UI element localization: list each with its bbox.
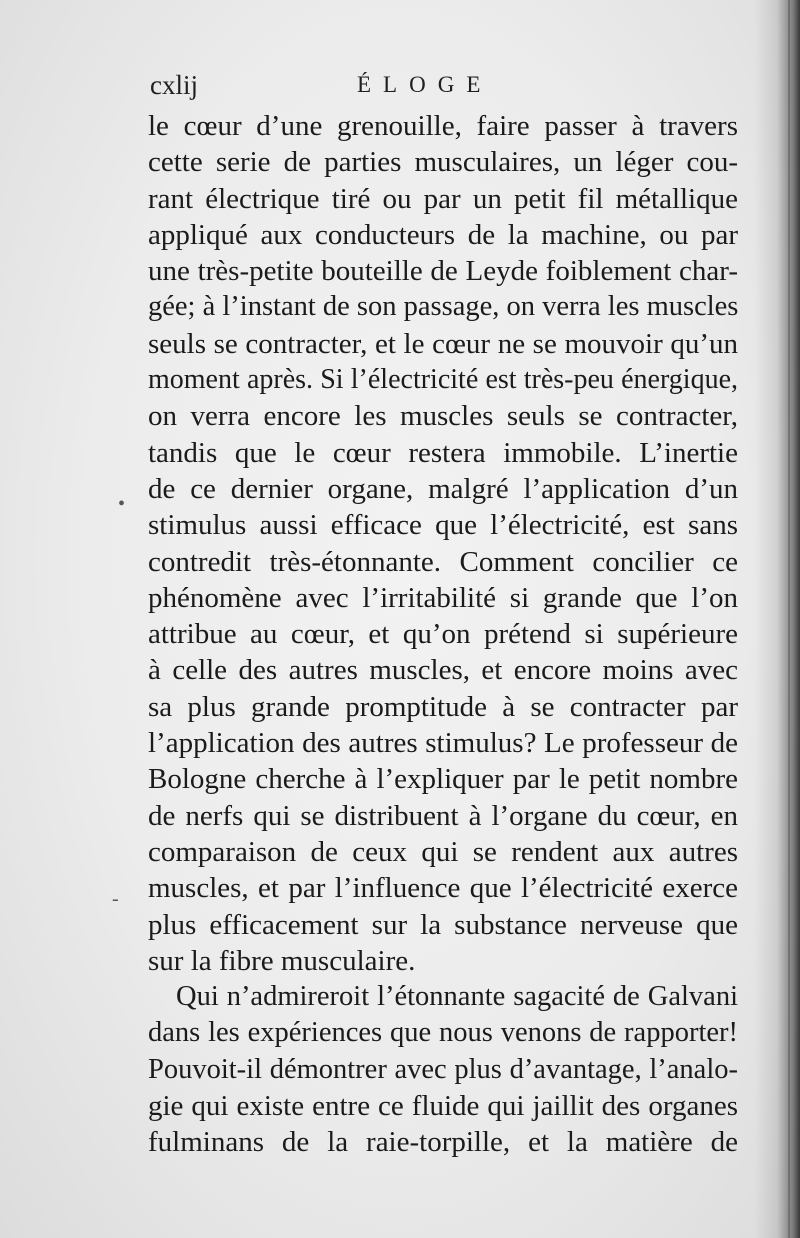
page-edge	[788, 0, 790, 1238]
page-header	[150, 70, 735, 110]
text-line: seuls se contracter, et le cœur ne se mouvoir qu’un	[148, 327, 738, 360]
text-line: de ce dernier organe, malgré l’application d’un	[148, 472, 738, 505]
text-line: stimulus aussi efficace que l’électricité, est sans	[148, 509, 738, 542]
text-line: de nerfs qui se distribuent à l’organe du cœur, en	[148, 799, 738, 832]
text-line: fulminans de la raie-torpille, et la matière de	[148, 1126, 738, 1159]
text-line: comparaison de ceux qui se rendent aux autres	[148, 835, 738, 868]
text-line: Bologne cherche à l’expliquer par le petit nombre	[148, 763, 738, 796]
text-line: on verra encore les muscles seuls se contracter,	[148, 400, 738, 433]
text-line: sa plus grande promptitude à se contracter par	[148, 690, 738, 723]
text-line: appliqué aux conducteurs de la machine, ou par	[148, 218, 738, 251]
text-line: plus efficacement sur la substance nerveuse que	[148, 908, 738, 941]
text-line: l’application des autres stimulus? Le professeur de	[148, 727, 738, 760]
text-line: tandis que le cœur restera immobile. L’inertie	[148, 436, 738, 469]
binding-shadow	[754, 0, 800, 1238]
text-line: Pouvoit-il démontrer avec plus d’avantage, l’analo-	[148, 1053, 738, 1085]
text-line: gie qui existe entre ce fluide qui jaillit des organes	[148, 1090, 738, 1123]
text-line: le cœur d’une grenouille, faire passer à travers	[148, 110, 738, 142]
text-line: dans les expériences que nous venons de rapporter!	[148, 1017, 738, 1049]
text-line: cette serie de parties musculaires, un léger cou-	[148, 146, 738, 179]
text-line: sur la fibre musculaire.	[148, 944, 416, 977]
paragraph-start-line: Qui n’admireroit l’étonnante sagacité de Galvani	[176, 981, 738, 1013]
text-line: muscles, et par l’influence que l’électricité exerce	[148, 872, 738, 905]
text-line: rant électrique tiré ou par un petit fil métallique	[148, 182, 738, 215]
page-body	[148, 108, 738, 1161]
ink-speck: -	[112, 888, 119, 910]
text-line: gée; à l’instant de son passage, on verra les muscles	[148, 291, 739, 323]
text-line: une très-petite bouteille de Leyde foiblement char-	[148, 255, 738, 288]
running-title: ÉLOGE	[357, 72, 493, 97]
text-line: à celle des autres muscles, et encore moins avec	[148, 654, 738, 687]
text-line: phénomène avec l’irritabilité si grande que l’on	[148, 581, 738, 614]
text-line: contredit très-étonnante. Comment concilier ce	[148, 545, 738, 578]
ink-speck: •	[118, 493, 126, 515]
page-number: cxlij	[150, 70, 198, 100]
text-line: attribue au cœur, et qu’on prétend si supérieure	[148, 618, 738, 651]
text-line: moment après. Si l’électricité est très-peu énergique,	[148, 364, 738, 396]
